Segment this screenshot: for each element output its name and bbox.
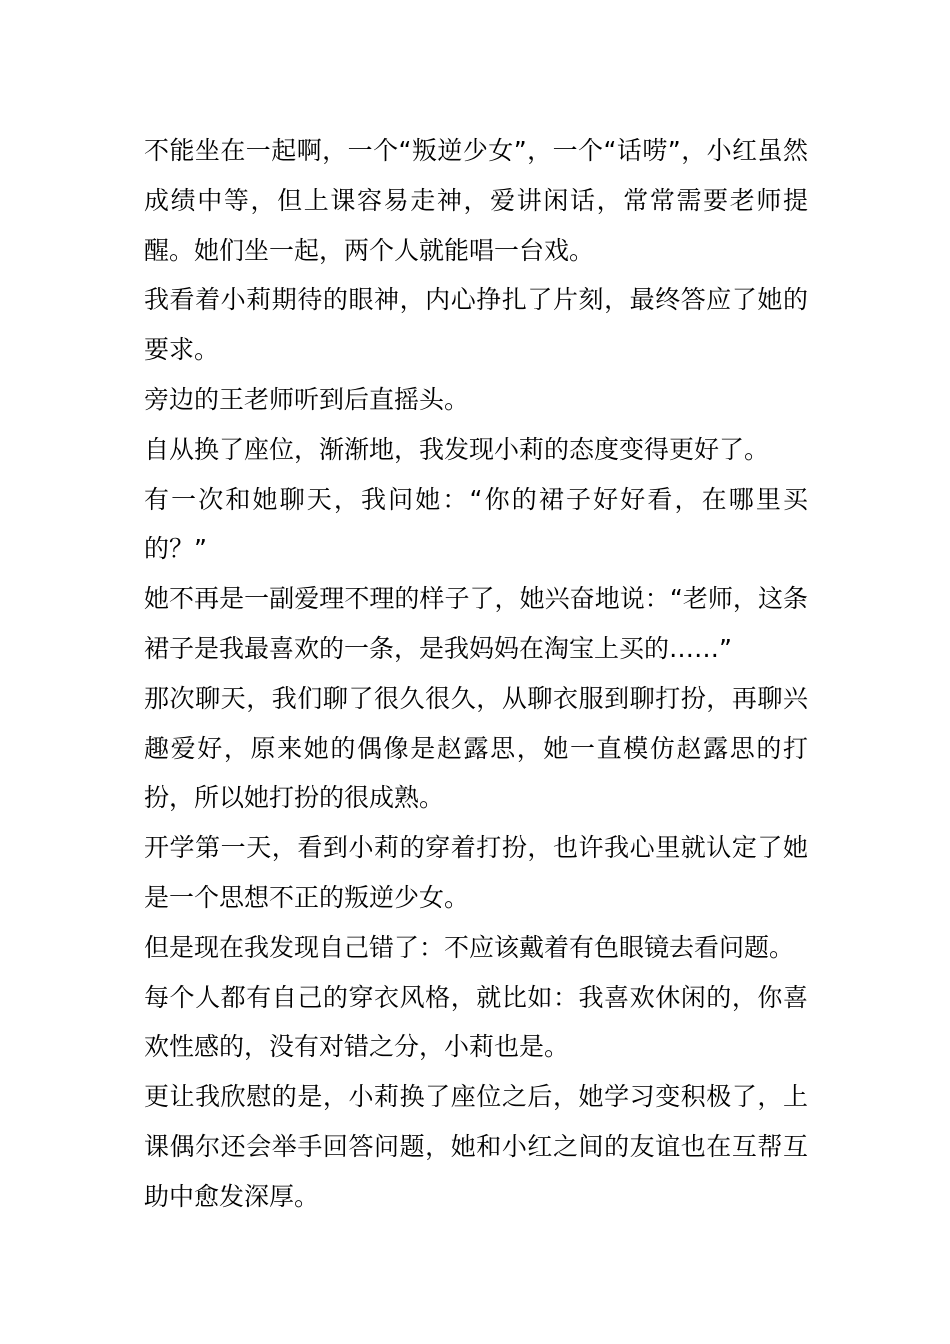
- paragraph-9: 但是现在我发现自己错了：不应该戴着有色眼镜去看问题。: [144, 932, 795, 962]
- document-body: [144, 126, 808, 1222]
- paragraph-6: 她不再是一副爱理不理的样子了，她兴奋地说：“老师，这条裙子是我最喜欢的一条，是我妈妈在淘宝上买的……”: [144, 584, 808, 663]
- paragraph-2: 我看着小莉期待的眼神，内心挣扎了片刻，最终答应了她的要求。: [144, 285, 808, 365]
- paragraph-10: 每个人都有自己的穿衣风格，就比如：我喜欢休闲的，你喜欢性感的，没有对错之分，小莉也是。: [144, 982, 808, 1062]
- paragraph-1: 不能坐在一起啊，一个“叛逆少女”，一个“话唠”，小红虽然成绩中等，但上课容易走神，爱讲闲话，常常需要老师提醒。她们坐一起，两个人就能唱一台戏。: [144, 136, 808, 265]
- paragraph-3: 旁边的王老师听到后直摇头。: [144, 384, 470, 414]
- paragraph-4: 自从换了座位，渐渐地，我发现小莉的态度变得更好了。: [144, 434, 770, 464]
- paragraph-5: 有一次和她聊天，我问她：“你的裙子好好看，在哪里买的？”: [144, 484, 808, 564]
- paragraph-8: 开学第一天，看到小莉的穿着打扮，也许我心里就认定了她是一个思想不正的叛逆少女。: [144, 833, 808, 912]
- paragraph-7: 那次聊天，我们聊了很久很久，从聊衣服到聊打扮，再聊兴趣爱好，原来她的偶像是赵露思，她一直模仿赵露思的打扮，所以她打扮的很成熟。: [144, 683, 808, 813]
- paragraph-11: 更让我欣慰的是，小莉换了座位之后，她学习变积极了，上课偶尔还会举手回答问题，她和小红之间的友谊也在互帮互助中愈发深厚。: [144, 1082, 808, 1211]
